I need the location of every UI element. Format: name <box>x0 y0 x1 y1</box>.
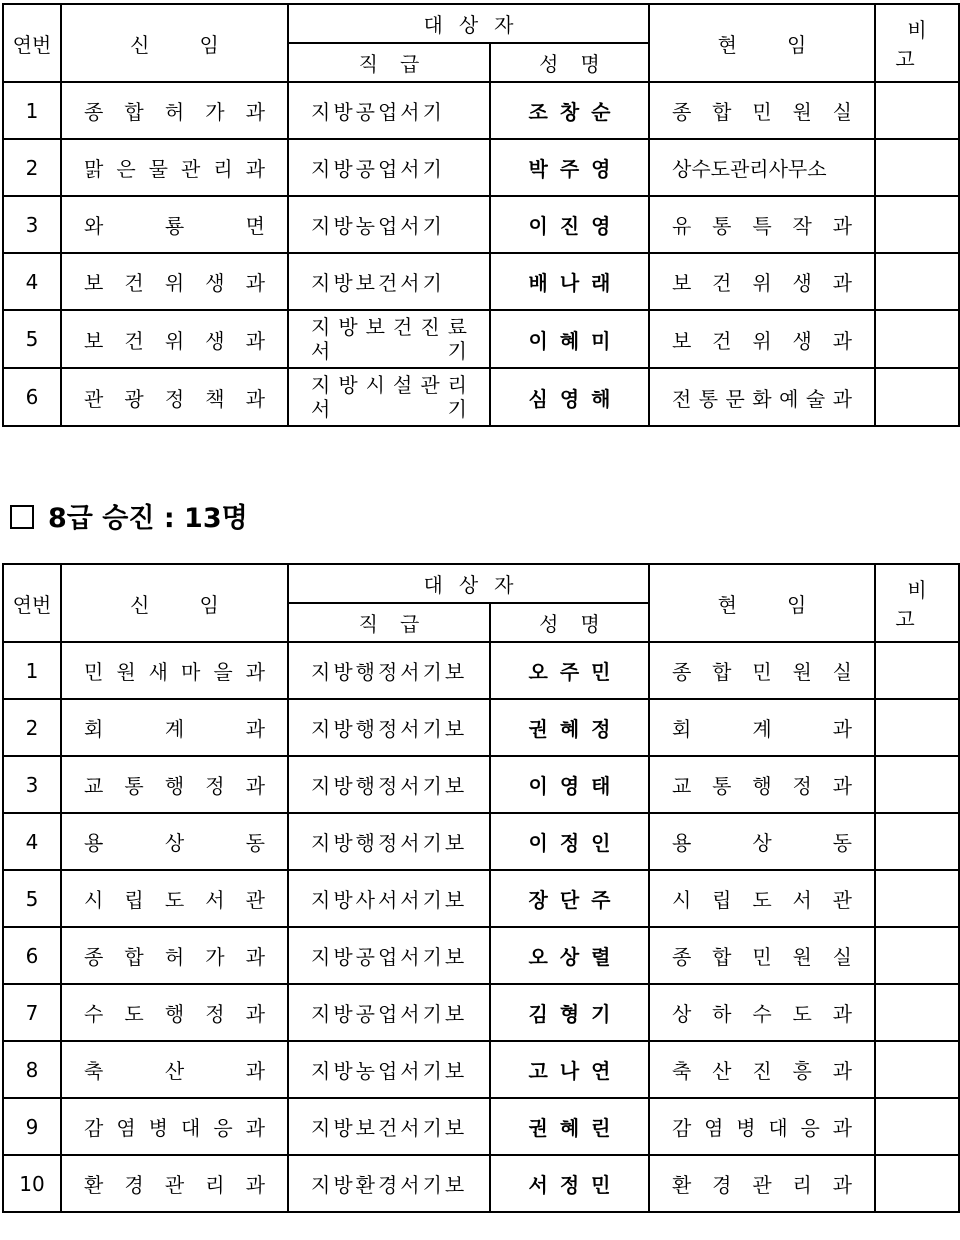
table-row <box>3 699 959 756</box>
row-new-post: 용 상 동 <box>61 813 288 870</box>
row-name: 조창순 <box>490 82 649 139</box>
row-note <box>875 82 959 139</box>
row-name: 권혜정 <box>490 699 649 756</box>
row-new-post: 축 산 과 <box>61 1041 288 1098</box>
row-no: 4 <box>3 813 61 870</box>
row-grade: 지방공업서기 <box>288 82 490 139</box>
table-row <box>3 984 959 1041</box>
row-name: 서정민 <box>490 1155 649 1212</box>
row-note <box>875 870 959 927</box>
row-no: 3 <box>3 196 61 253</box>
row-grade: 지방농업서기 <box>288 196 490 253</box>
row-grade: 지방행정서기보 <box>288 699 490 756</box>
row-new-post: 보 건 위 생 과 <box>61 310 288 368</box>
row-note <box>875 642 959 699</box>
row-note <box>875 196 959 253</box>
row-name: 이혜미 <box>490 310 649 368</box>
row-grade: 지방행정서기보 <box>288 642 490 699</box>
row-current: 유 통 특 작 과 <box>649 196 875 253</box>
row-grade: 지방공업서기보 <box>288 927 490 984</box>
header-grade: 직급 <box>288 603 490 642</box>
row-grade: 지방보건서기보 <box>288 1098 490 1155</box>
header-current: 현임 <box>649 4 875 82</box>
row-no: 6 <box>3 927 61 984</box>
row-new-post: 민 원 새 마 을 과 <box>61 642 288 699</box>
row-new-post: 종 합 허 가 과 <box>61 927 288 984</box>
row-no: 4 <box>3 253 61 310</box>
row-current: 보 건 위 생 과 <box>649 253 875 310</box>
row-new-post: 와 룡 면 <box>61 196 288 253</box>
promotion-table-1 <box>2 3 960 427</box>
row-current: 회 계 과 <box>649 699 875 756</box>
header-target: 대상자 <box>288 564 649 603</box>
header-target: 대상자 <box>288 4 649 43</box>
header-grade: 직급 <box>288 43 490 82</box>
row-note <box>875 1098 959 1155</box>
row-grade: 지 방 보 건 진 료 서 기 <box>288 310 490 368</box>
row-no: 10 <box>3 1155 61 1212</box>
row-new-post: 보 건 위 생 과 <box>61 253 288 310</box>
row-name: 박주영 <box>490 139 649 196</box>
row-new-post: 회 계 과 <box>61 699 288 756</box>
row-name: 배나래 <box>490 253 649 310</box>
row-note <box>875 368 959 426</box>
row-name: 김형기 <box>490 984 649 1041</box>
row-current: 종 합 민 원 실 <box>649 927 875 984</box>
row-name: 오상렬 <box>490 927 649 984</box>
promotion-table-2 <box>2 563 960 1213</box>
row-grade: 지방환경서기보 <box>288 1155 490 1212</box>
table-row <box>3 642 959 699</box>
row-new-post: 종 합 허 가 과 <box>61 82 288 139</box>
header-no: 연번 <box>3 4 61 82</box>
row-grade: 지방행정서기보 <box>288 813 490 870</box>
row-no: 8 <box>3 1041 61 1098</box>
row-grade: 지방보건서기 <box>288 253 490 310</box>
row-grade: 지방공업서기 <box>288 139 490 196</box>
table-row <box>3 1155 959 1212</box>
row-name: 고나연 <box>490 1041 649 1098</box>
header-name: 성명 <box>490 43 649 82</box>
header-name: 성명 <box>490 603 649 642</box>
row-name: 장단주 <box>490 870 649 927</box>
header-note: 비고 <box>875 4 959 82</box>
row-no: 9 <box>3 1098 61 1155</box>
row-grade: 지 방 시 설 관 리 서 기 <box>288 368 490 426</box>
row-grade: 지방행정서기보 <box>288 756 490 813</box>
row-current: 종 합 민 원 실 <box>649 642 875 699</box>
row-note <box>875 1155 959 1212</box>
row-no: 3 <box>3 756 61 813</box>
header-new-post: 신임 <box>61 4 288 82</box>
table-row <box>3 310 959 368</box>
row-note <box>875 139 959 196</box>
row-note <box>875 984 959 1041</box>
row-name: 이진영 <box>490 196 649 253</box>
row-current: 감 염 병 대 응 과 <box>649 1098 875 1155</box>
row-new-post: 맑 은 물 관 리 과 <box>61 139 288 196</box>
row-no: 2 <box>3 699 61 756</box>
row-note <box>875 699 959 756</box>
table-row <box>3 82 959 139</box>
row-no: 2 <box>3 139 61 196</box>
row-new-post: 수 도 행 정 과 <box>61 984 288 1041</box>
table-row <box>3 196 959 253</box>
row-no: 5 <box>3 310 61 368</box>
table-row <box>3 1041 959 1098</box>
header-note: 비고 <box>875 564 959 642</box>
row-current: 상수도관리사무소 <box>649 139 875 196</box>
row-note <box>875 813 959 870</box>
table-row <box>3 927 959 984</box>
table-row <box>3 756 959 813</box>
row-no: 6 <box>3 368 61 426</box>
row-note <box>875 756 959 813</box>
table-row <box>3 1098 959 1155</box>
row-note <box>875 1041 959 1098</box>
row-current: 용 상 동 <box>649 813 875 870</box>
section-title-text: 8급 승진 : 13명 <box>48 503 248 534</box>
row-current: 전 통 문 화 예 술 과 <box>649 368 875 426</box>
row-new-post: 교 통 행 정 과 <box>61 756 288 813</box>
row-name: 오주민 <box>490 642 649 699</box>
row-name: 이정인 <box>490 813 649 870</box>
header-new-post: 신임 <box>61 564 288 642</box>
row-current: 축 산 진 흥 과 <box>649 1041 875 1098</box>
table-row <box>3 870 959 927</box>
row-no: 5 <box>3 870 61 927</box>
row-new-post: 관 광 정 책 과 <box>61 368 288 426</box>
row-note <box>875 927 959 984</box>
row-grade: 지방농업서기보 <box>288 1041 490 1098</box>
table-row <box>3 139 959 196</box>
row-note <box>875 310 959 368</box>
checkbox-square-icon <box>10 505 34 529</box>
row-no: 1 <box>3 642 61 699</box>
row-current: 환 경 관 리 과 <box>649 1155 875 1212</box>
row-current: 시 립 도 서 관 <box>649 870 875 927</box>
row-name: 심영해 <box>490 368 649 426</box>
table-row <box>3 813 959 870</box>
row-name: 이영태 <box>490 756 649 813</box>
row-current: 종 합 민 원 실 <box>649 82 875 139</box>
row-no: 7 <box>3 984 61 1041</box>
row-new-post: 시 립 도 서 관 <box>61 870 288 927</box>
row-current: 상 하 수 도 과 <box>649 984 875 1041</box>
row-grade: 지방공업서기보 <box>288 984 490 1041</box>
row-new-post: 환 경 관 리 과 <box>61 1155 288 1212</box>
row-current: 교 통 행 정 과 <box>649 756 875 813</box>
header-no: 연번 <box>3 564 61 642</box>
row-name: 권혜린 <box>490 1098 649 1155</box>
table-row <box>3 368 959 426</box>
section-title <box>10 496 248 535</box>
row-note <box>875 253 959 310</box>
row-new-post: 감 염 병 대 응 과 <box>61 1098 288 1155</box>
row-current: 보 건 위 생 과 <box>649 310 875 368</box>
header-current: 현임 <box>649 564 875 642</box>
row-no: 1 <box>3 82 61 139</box>
row-grade: 지방사서서기보 <box>288 870 490 927</box>
table-row <box>3 253 959 310</box>
